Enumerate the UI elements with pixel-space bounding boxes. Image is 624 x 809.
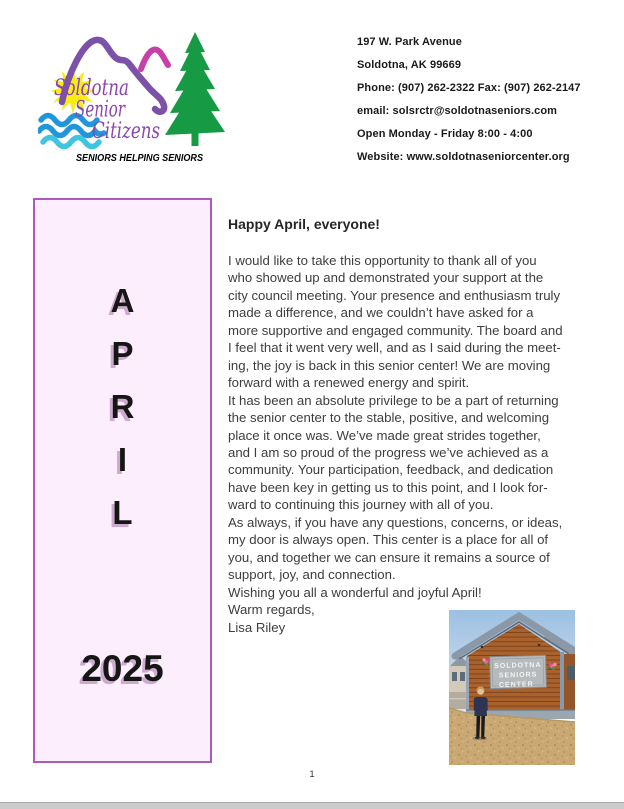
org-name-line3: Citizens xyxy=(92,119,160,144)
photo-sign-line3: CENTER xyxy=(498,681,534,690)
photo-sign xyxy=(490,655,547,689)
contact-phone-fax: Phone: (907) 262-2322 Fax: (907) 262-2147 xyxy=(357,82,581,94)
letter-line: As always, if you have any questions, concerns, or ideas, xyxy=(228,514,563,530)
mountain-magenta-icon xyxy=(141,50,168,70)
month-banner xyxy=(33,198,212,763)
year-label: 2025 xyxy=(81,648,164,689)
org-name-line2: Senior xyxy=(75,97,127,123)
letter-line: ward to continuing this journey with all of you. xyxy=(228,497,494,513)
letter-line: ing, the joy is back in this senior center! We are moving xyxy=(228,357,551,373)
contact-website: Website: www.soldotnaseniorcenter.org xyxy=(357,151,570,163)
month-letter: L xyxy=(112,494,133,531)
photo-sign-line2: SENIORS xyxy=(498,671,538,680)
contact-info-block xyxy=(357,31,581,169)
org-logo xyxy=(38,28,234,166)
pine-tree-icon xyxy=(165,32,225,146)
letter-signature: Lisa Riley xyxy=(228,619,286,635)
page-edge-strip xyxy=(0,802,624,809)
month-letter: R xyxy=(110,388,135,425)
senior-center-photo xyxy=(449,610,575,765)
month-letter: P xyxy=(111,335,134,372)
contact-street: 197 W. Park Avenue xyxy=(357,36,462,48)
letter-line: city council meeting. Your presence and enthusiasm truly xyxy=(228,287,561,303)
letter-line: have been key in getting us to this point, and I look for- xyxy=(228,479,548,495)
month-vertical-word xyxy=(35,274,210,539)
letter-line: you, and together we can ensure it remains a source of xyxy=(228,549,550,565)
letter-line: forward with a renewed energy and spirit. xyxy=(228,375,470,391)
letter-line: and I am so proud of the progress we’ve achieved as a xyxy=(228,444,549,460)
org-name-line1: Soldotna xyxy=(54,76,129,101)
letter-body xyxy=(228,252,610,636)
letter-line: Wishing you all a wonderful and joyful April! xyxy=(228,584,482,600)
letter-line: It has been an absolute privilege to be a part of returning xyxy=(228,392,559,408)
letter-line: support, joy, and connection. xyxy=(228,567,396,583)
letter-line: community. Your participation, feedback, and dedication xyxy=(228,462,554,478)
photo-sign-line1: SOLDOTNA xyxy=(494,661,542,671)
letter-signoff: Warm regards, xyxy=(228,602,315,618)
letter-line: who showed up and demonstrated your support at the xyxy=(228,270,544,286)
letter-line: the senior center to the stable, positive, and welcoming xyxy=(228,410,550,426)
contact-email: email: solsrctr@soldotnaseniors.com xyxy=(357,105,558,117)
contact-city: Soldotna, AK 99669 xyxy=(357,59,462,71)
page-number: 1 xyxy=(309,769,315,780)
letter-line: made a difference, and we couldn’t have asked for a xyxy=(228,305,534,321)
month-letter: I xyxy=(117,441,128,478)
contact-hours: Open Monday - Friday 8:00 - 4:00 xyxy=(357,128,533,140)
letter-line: I would like to take this opportunity to thank all of you xyxy=(228,253,537,268)
letter-line: more supportive and engaged community. The board and xyxy=(228,322,563,338)
month-letter: A xyxy=(110,282,135,319)
letter-line: I feel that it went very well, and as I said during the meet- xyxy=(228,340,561,356)
letter-line: my door is always open. This center is a place for all of xyxy=(228,532,549,548)
org-tagline: SENIORS HELPING SENIORS xyxy=(76,153,204,164)
letter-greeting: Happy April, everyone! xyxy=(228,216,380,232)
letter-line: place it once was. We’ve made great strides together, xyxy=(228,427,541,443)
